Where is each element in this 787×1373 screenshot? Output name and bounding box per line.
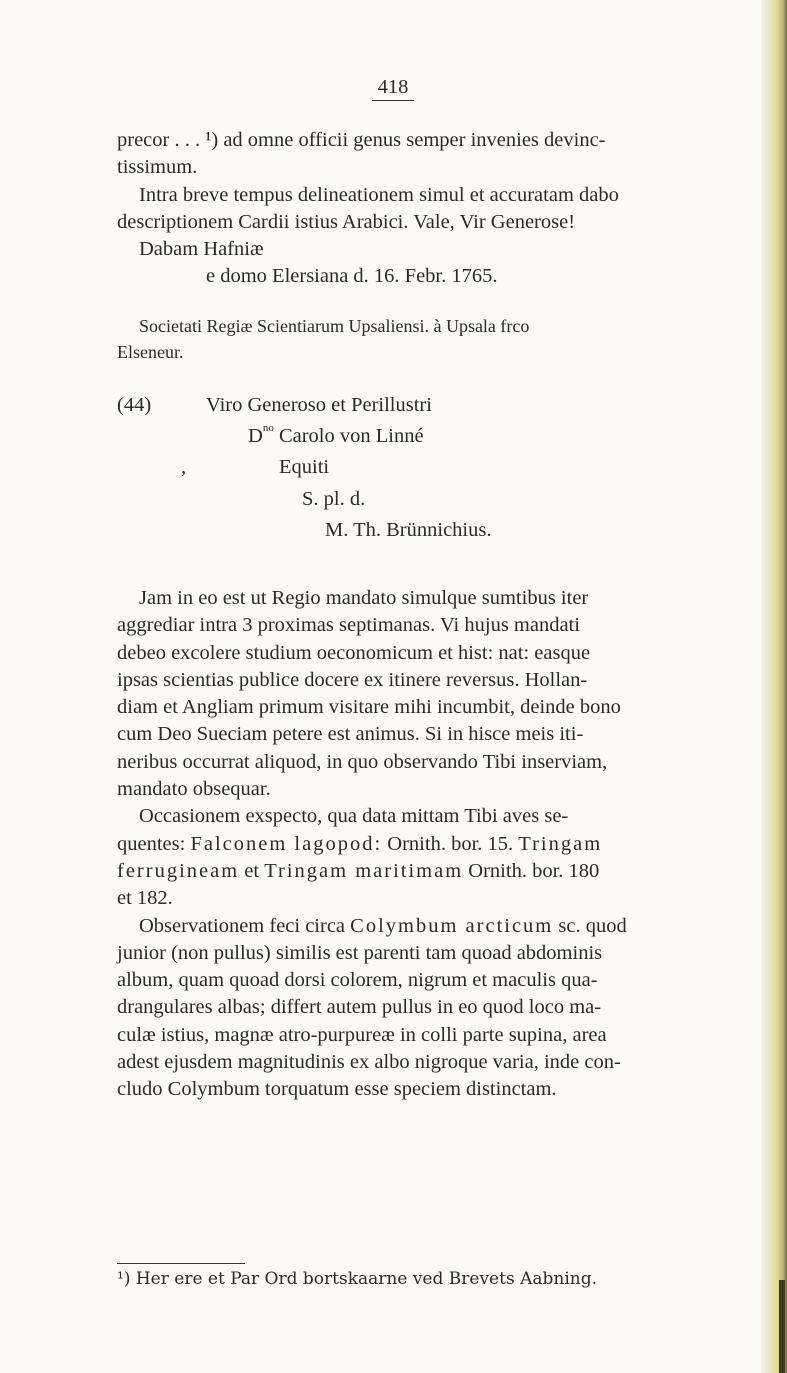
text-line: debeo excolere studium oeconomicum et hist: nat: easque	[117, 641, 591, 664]
footnote-marker: ¹)	[117, 1269, 131, 1289]
text-line: mandato obsequar.	[117, 778, 271, 801]
text-line: culæ istius, magnæ atro-purpureæ in colli parte supina, area	[117, 1023, 607, 1046]
text-line: Intra breve tempus delineationem simul et accuratam dabo	[139, 183, 619, 206]
page-number: 418	[372, 75, 414, 101]
species-name: ferrugineam	[117, 859, 240, 882]
page-edge-shadow	[761, 0, 787, 1373]
text-line: album, quam quoad dorsi colorem, nigrum et maculis qua-	[117, 969, 598, 992]
salutation-prefix: D	[248, 425, 263, 447]
salutation-sup: no	[262, 422, 274, 434]
species-name: Colymbum arcticum	[350, 914, 554, 937]
text-run: Ornith. bor. 15.	[382, 832, 519, 855]
species-name: Tringam	[518, 832, 603, 855]
salutation-line: S. pl. d.	[302, 488, 366, 510]
date-place: Dabam Hafniæ	[139, 238, 264, 261]
address-line: Elseneur.	[117, 342, 184, 362]
text-line: cludo Colymbum torquatum esse speciem distinctam.	[117, 1078, 557, 1101]
species-name: Tringam maritimam	[264, 859, 464, 882]
text-line: ipsas scientias publice docere ex itinere reversus. Hollan-	[117, 668, 588, 691]
text-run: et	[239, 859, 265, 882]
text-line	[117, 913, 717, 940]
text-line: tissimum.	[117, 156, 198, 179]
binding-crease	[779, 1280, 785, 1373]
footnote-text: Her ere et Par Ord bortskaarne ved Brevets Aabning.	[130, 1269, 597, 1289]
text-run: Observationem feci circa	[139, 914, 351, 937]
address-block	[117, 313, 717, 365]
previous-letter-end	[117, 127, 717, 291]
salutation-line	[248, 423, 424, 450]
salutation-line: Equiti	[279, 456, 330, 478]
text-run: Ornith. bor. 180	[463, 859, 600, 882]
text-line: diam et Angliam primum visitare mihi incumbit, deinde bono	[117, 696, 621, 719]
species-name: Falconem lagopod:	[190, 832, 383, 855]
text-line: drangulares albas; differt autem pullus in eo quod loco ma-	[117, 996, 602, 1019]
footnote-divider	[117, 1263, 245, 1264]
text-line	[117, 858, 717, 885]
address-line: Societati Regiæ Scientiarum Upsaliensi. à Upsala frco	[139, 316, 530, 336]
text-line: adest ejusdem magnitudinis ex albo nigroque varia, inde con-	[117, 1051, 621, 1074]
text-run: sc. quod	[553, 914, 627, 937]
salutation-name: Carolo von Linné	[273, 425, 424, 447]
text-run: quentes:	[117, 832, 191, 855]
text-line: Jam in eo est ut Regio mandato simulque sumtibus iter	[139, 587, 589, 609]
date-line: e domo Elersiana d. 16. Febr. 1765.	[206, 265, 498, 288]
text-line: Occasionem exspecto, qua data mittam Tibi aves se-	[139, 805, 569, 828]
letter-number: (44)	[117, 394, 152, 416]
text-line: cum Deo Sueciam petere est animus. Si in hisce meis iti-	[117, 723, 584, 746]
salutation-line: Viro Generoso et Perillustri	[206, 394, 432, 416]
text-line: aggrediar intra 3 proximas septimanas. Vi hujus mandati	[117, 614, 580, 637]
footnote	[117, 1268, 717, 1290]
signature: M. Th. Brünnichius.	[325, 519, 492, 541]
text-line	[117, 831, 717, 858]
text-line: precor . . . ¹) ad omne officii genus semper invenies devinc-	[117, 129, 606, 151]
stray-mark: ,	[181, 456, 187, 478]
letter-body	[117, 585, 717, 1104]
text-line: neribus occurrat aliquod, in quo observando Tibi inserviam,	[117, 750, 608, 773]
text-line: junior (non pullus) similis est parenti tam quoad abdominis	[117, 941, 603, 964]
text-line: descriptionem Cardii istius Arabici. Vale, Vir Generose!	[117, 210, 576, 233]
text-line: et 182.	[117, 887, 173, 910]
